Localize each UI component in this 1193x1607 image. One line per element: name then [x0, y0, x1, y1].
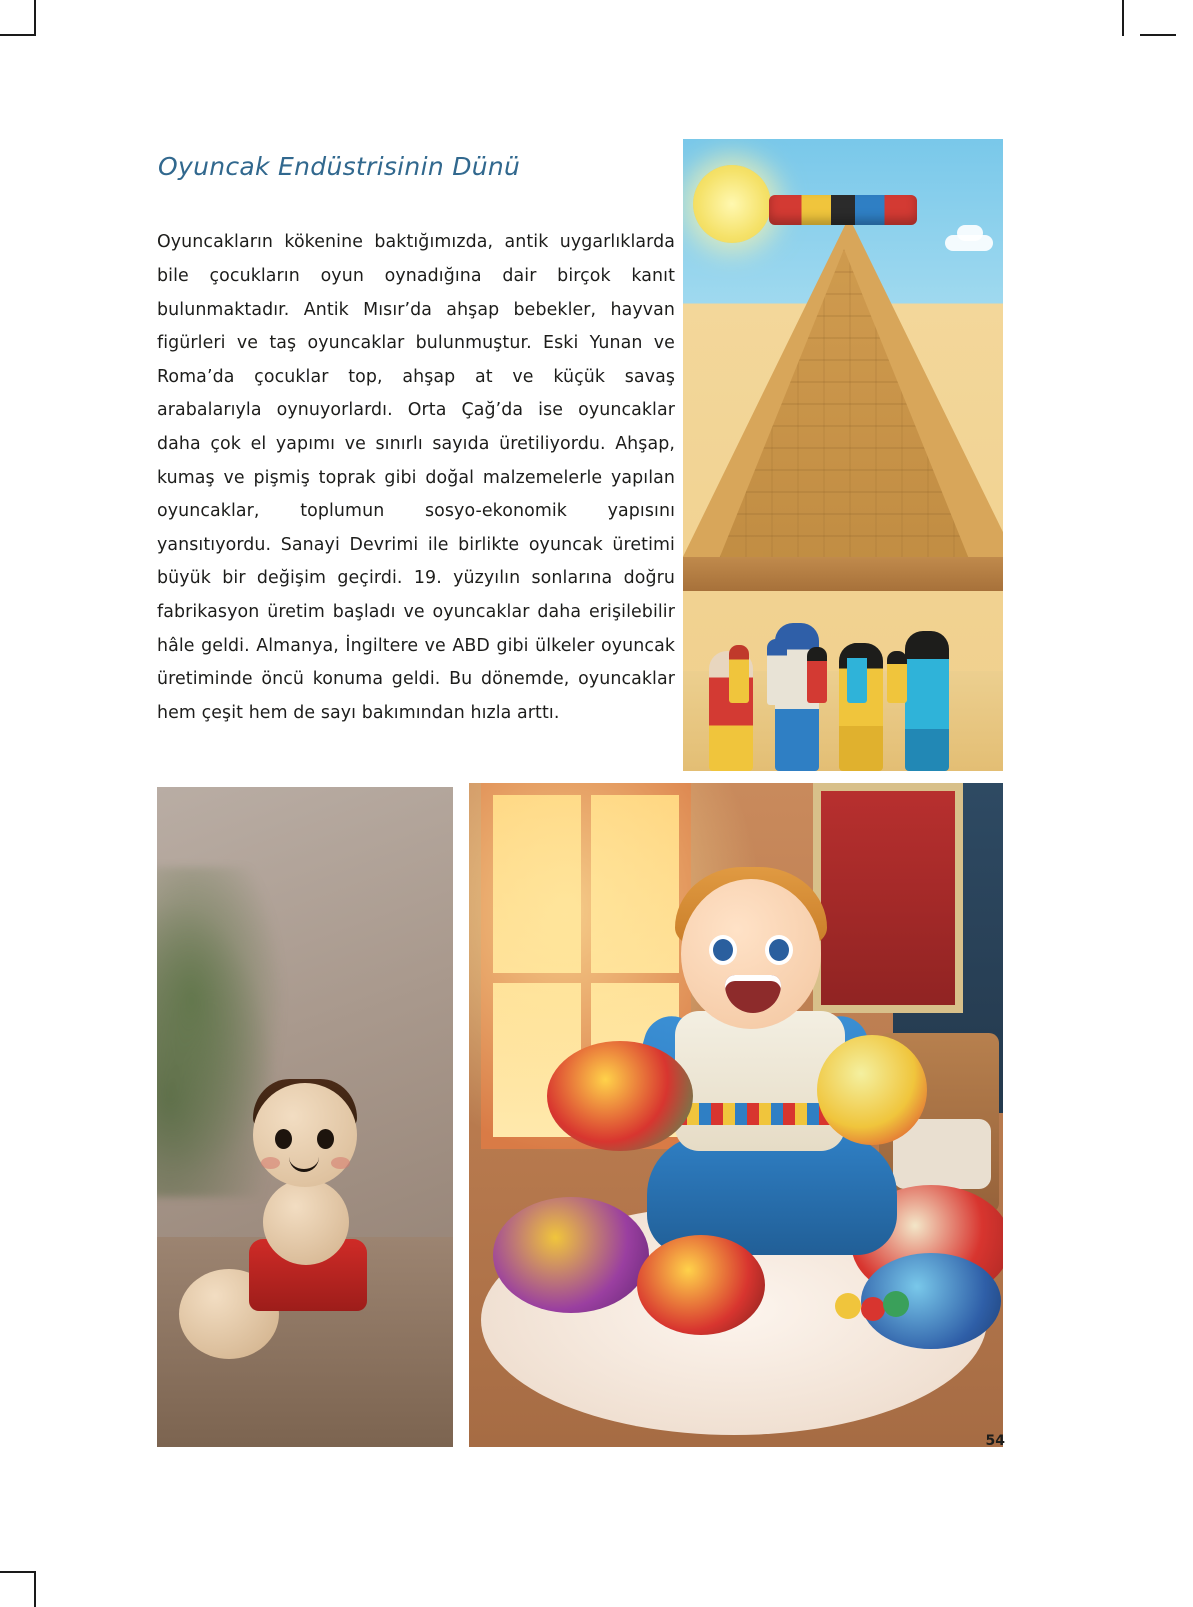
body-paragraph: Oyuncakların kökenine baktığımızda, antik uygarlıklarda bile çocukların oyun oynadığına dair birçok kanıt bulunmaktadır. Antik Mısır’da ahşap bebekler, hayvan figürleri ve taş oyuncaklar bulunmuştur. Eski Yunan ve Roma’da çocuklar top, ahşap at ve küçük savaş arabalarıyla oynuyorlardı. Orta Çağ’da ise oyuncaklar daha çok el yapımı ve sınırlı sayıda üretiliyordu. Ahşap, kumaş ve pişmiş toprak gibi doğal malzemelerle yapılan oyuncaklar, toplumun sosyo-ekonomik yapısını yansıtıyordu. Sanayi Devrimi ile birlikte oyuncak üretimi büyük bir değişim geçirdi. 19. yüzyılın sonlarına doğru fabrikasyon üretim başladı ve oyuncaklar daha erişilebilir hâle geldi. Almanya, İngiltere ve ABD gibi ülkeler oyuncak üretiminde öncü konuma geldi. Bu dönemde, oyuncaklar hem çeşit hem de sayı bakımından hızla arttı.: [157, 232, 675, 723]
toy-bead: [861, 1297, 885, 1321]
wall-rug: [813, 783, 963, 1013]
small-egyptian-doll: [887, 651, 907, 703]
ancient-egypt-wooden-dolls-illustration: [683, 139, 1003, 771]
spinning-top-toy: [637, 1235, 765, 1335]
small-egyptian-doll: [807, 647, 827, 703]
painted-toy-ball: [817, 1035, 927, 1145]
page-number: 54: [985, 1433, 1005, 1449]
small-egyptian-doll: [729, 645, 749, 703]
wooden-peg-doll-photo: [157, 787, 453, 1447]
wooden-shelf: [683, 557, 1003, 591]
toy-bead: [883, 1291, 909, 1317]
painted-toy-ball: [493, 1197, 649, 1313]
child-eye: [769, 939, 789, 961]
toy-bead: [835, 1293, 861, 1319]
doll-eye: [317, 1129, 334, 1149]
small-egyptian-doll: [767, 639, 787, 705]
doll-cheek: [261, 1157, 280, 1169]
page-title: Oyuncak Endüstrisinin Dünü: [158, 151, 521, 181]
child-playing-with-toys-illustration: [469, 783, 1003, 1447]
painted-beam: [769, 195, 917, 225]
painted-toy-ball: [547, 1041, 693, 1151]
child-eye: [713, 939, 733, 961]
doll-cheek: [331, 1157, 350, 1169]
doll-eye: [275, 1129, 292, 1149]
doll-body: [263, 1179, 349, 1265]
small-egyptian-doll: [847, 643, 867, 703]
egyptian-doll: [905, 631, 949, 771]
